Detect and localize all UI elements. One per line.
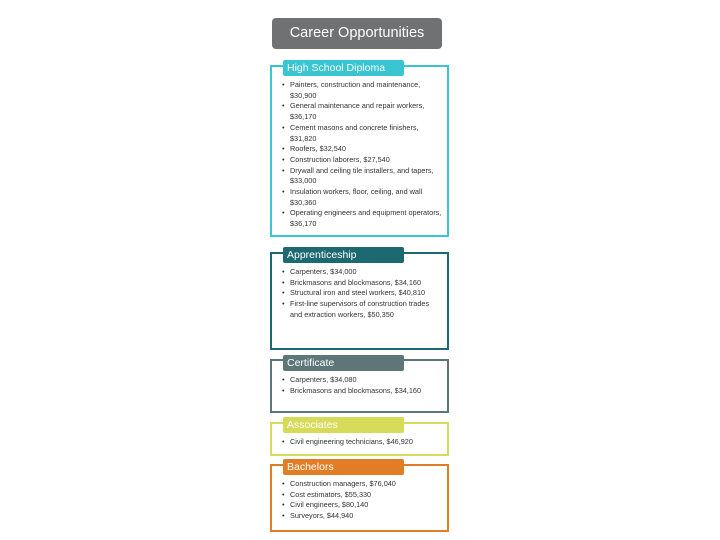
- list-item: • Drywall and ceiling tile installers, and tapers, $33,000: [281, 166, 443, 187]
- list-item: • Insulation workers, floor, ceiling, and wall $30,360: [281, 187, 443, 208]
- list-item: • First-line supervisors of construction trades and extraction workers, $50,350: [281, 299, 443, 320]
- list-item: • Brickmasons and blockmasons, $34,160: [281, 386, 443, 397]
- list-item: • Carpenters, $34,000: [281, 267, 443, 278]
- high-school-diploma-list: [281, 80, 443, 230]
- section-header-high-school-diploma: High School Diploma: [283, 60, 404, 76]
- section-header-bachelors: Bachelors: [283, 459, 404, 475]
- associates-list: [281, 437, 443, 448]
- list-item: • Carpenters, $34,080: [281, 375, 443, 386]
- list-item: • Construction managers, $76,040: [281, 479, 443, 490]
- bachelors-list: [281, 479, 443, 522]
- list-item: • Civil engineers, $80,140: [281, 500, 443, 511]
- list-item: • Construction laborers, $27,540: [281, 155, 443, 166]
- section-header-associates: Associates: [283, 417, 404, 433]
- list-item: • Cost estimators, $55,330: [281, 490, 443, 501]
- list-item: • Roofers, $32,540: [281, 144, 443, 155]
- apprenticeship-list: [281, 267, 443, 321]
- section-header-certificate: Certificate: [283, 355, 404, 371]
- list-item: • Structural iron and steel workers, $40,810: [281, 288, 443, 299]
- list-item: • Cement masons and concrete finishers, $31,820: [281, 123, 443, 144]
- page-title: Career Opportunities: [272, 18, 442, 49]
- list-item: • Brickmasons and blockmasons, $34,160: [281, 278, 443, 289]
- list-item: • Surveyors, $44,940: [281, 511, 443, 522]
- list-item: • Civil engineering technicians, $46,920: [281, 437, 443, 448]
- certificate-list: [281, 375, 443, 396]
- list-item: • Painters, construction and maintenance, $30,900: [281, 80, 443, 101]
- section-header-apprenticeship: Apprenticeship: [283, 247, 404, 263]
- list-item: • Operating engineers and equipment operators, $36,170: [281, 208, 443, 229]
- list-item: • General maintenance and repair workers, $36,170: [281, 101, 443, 122]
